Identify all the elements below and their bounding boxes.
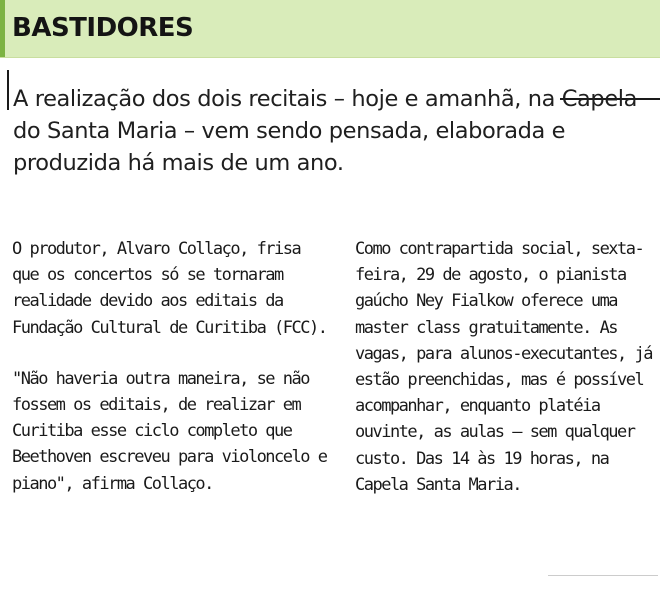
lead-paragraph: A realização dos dois recitais – hoje e amanhã, na Capela do Santa Maria – vem sendo pensada, elaborada e produzida há mais de um ano. (13, 86, 637, 176)
right-paragraph-masterclass: Como contrapartida social, sexta-feira, 29 de agosto, o pianista gaúcho Ney Fialkow oferece uma master class gratuitamente. As vagas, para alunos-executantes, já estão preenchidas, mas é possível acompanhar, enquanto platéia ouvinte, as aulas – sem qualquer custo. Das 14 às 19 horas, na Capela Santa Maria. (355, 239, 652, 495)
article-column-left (12, 236, 332, 497)
article-column-right (355, 236, 655, 498)
header-accent-bar (0, 0, 5, 57)
left-paragraph-quote: "Não haveria outra maneira, se não fossem os editais, de realizar em Curitiba esse ciclo completo que Beethoven escreveu para violoncelo e piano", afirma Collaço. (12, 368, 327, 494)
section-title: BASTIDORES (12, 13, 194, 43)
left-paragraph-producer: O produtor, Alvaro Collaço, frisa que os concertos só se tornaram realidade devido aos editais da Fundação Cultural de Curitiba (FCC). (12, 239, 327, 338)
footer-rule (548, 575, 658, 576)
lead-vertical-rule (7, 70, 9, 110)
section-header (0, 0, 660, 58)
